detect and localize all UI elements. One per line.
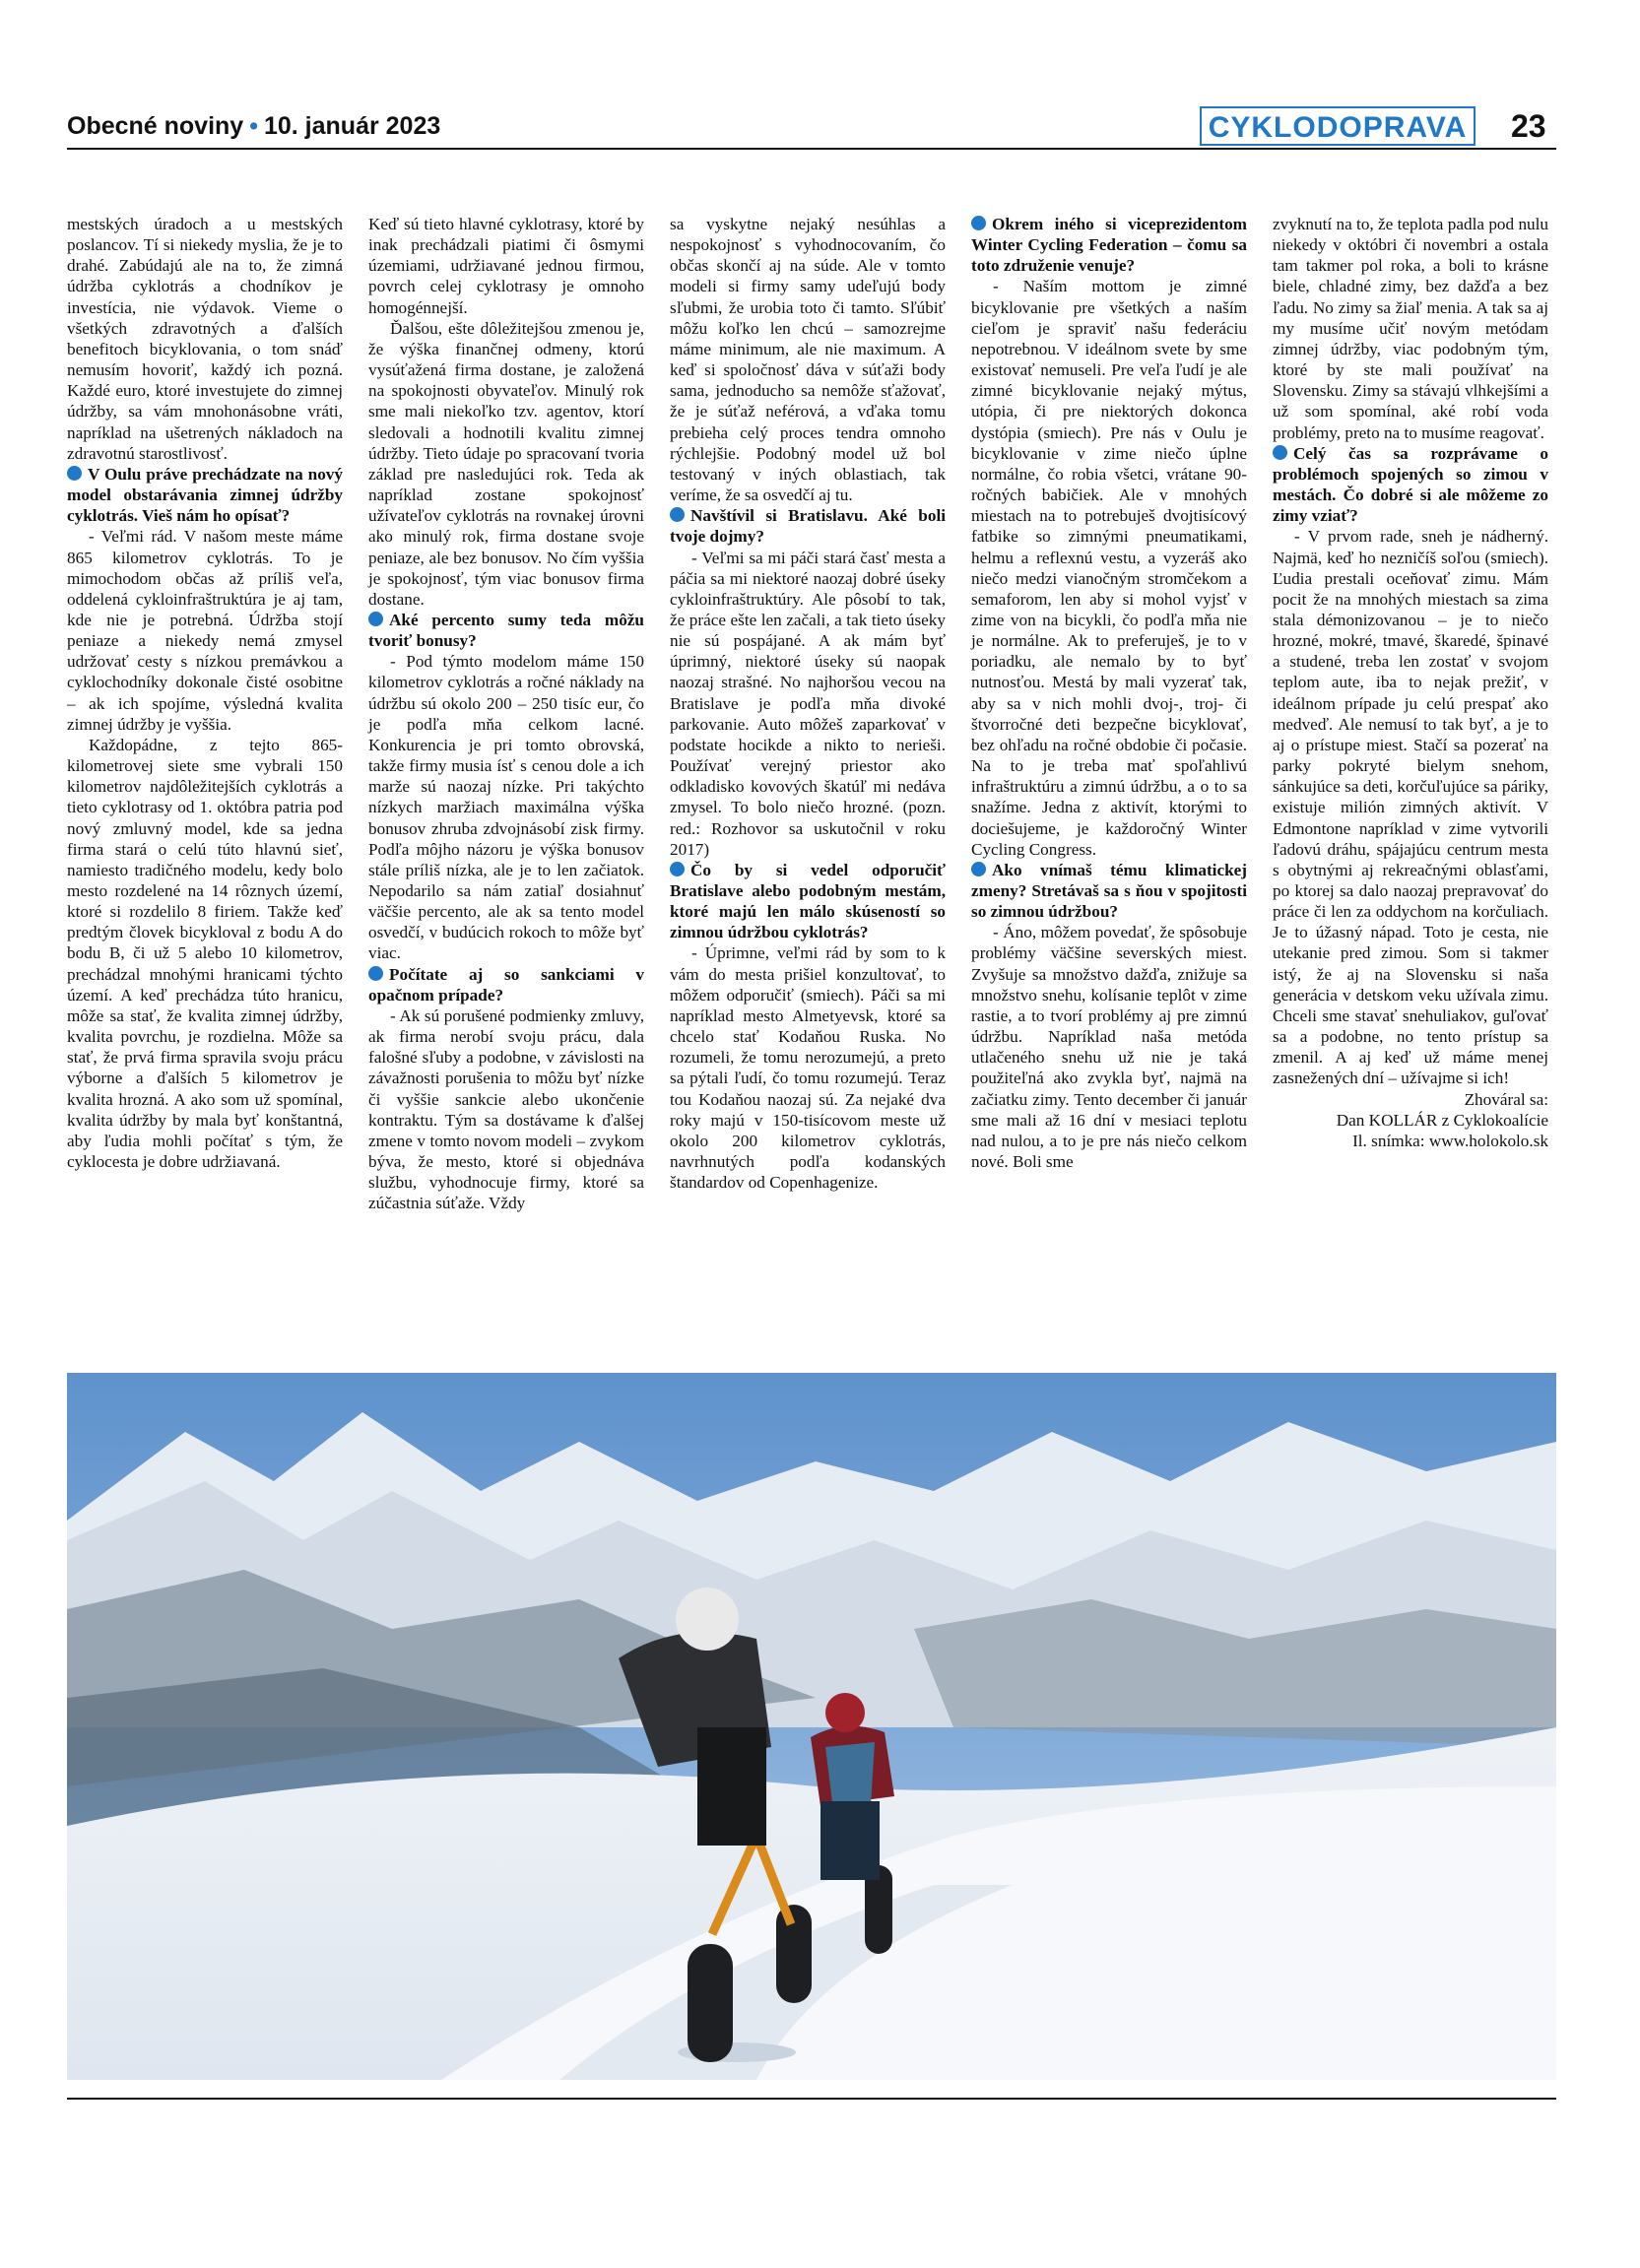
masthead bbox=[67, 112, 440, 141]
bullet-icon bbox=[971, 216, 986, 230]
photo-illustration bbox=[67, 1373, 1556, 2080]
paragraph: mestských úradoch a u mestských poslancov. Tí si niekedy myslia, že je to drahé. Zabúdajú ale na to, že zimná údržba cyklotrás a chodníkov je investícia, nie výdavok. Vieme o všetkých zdravotných a ďalších benefitoch bicyklovania, o tom snáď nemusím hovoriť, každý ich pozná. Každé euro, ktoré investujete do zimnej údržby, sa vám mnohonásobne vráti, napríklad na ušetrených nákladoch na zdravotnú starostlivosť. bbox=[67, 215, 343, 463]
paragraph: - Pod týmto modelom máme 150 kilometrov cyklotrás a ročné náklady na údržbu sú okolo 200 – 250 tisíc eur, čo je podľa mňa celkom lacné. Konkurencia je pri tomto obrovská, takže firmy musia ísť s cenou dole a ich marže sú naozaj nízke. Pri takýchto nízkych maržiach maximálna výška bonusov zhruba zdvojnásobí zisk firmy. Podľa môjho názoru je výška bonusov stále príliš nízka, ale je to len začiatok. Nepodarilo sa nám zatiaľ dosiahnuť väčšie percento, ale ak sa tento model osvedčí, v budúcich rokoch to môže byť viac. bbox=[368, 652, 644, 963]
question: Celý čas sa rozprávame o problémoch spojených so zimou v mestách. Čo dobré si ale môžeme zo zimy vziať? bbox=[1273, 443, 1548, 526]
paragraph: zvyknutí na to, že teplota padla pod nulu niekedy v októbri či novembri a ostala tam takmer pol roka, a boli to krásne biele, chladné zimy, bez dažďa a bez ľadu. No zimy sa žiaľ menia. A tak sa aj my musíme učiť novým metódam zimnej údržby, viac podobným tým, ktoré by ste mali používať na Slovensku. Zimy sa stávajú vlhkejšími a už som spomínal, aké robí voda problémy, preto na to musíme reagovať. bbox=[1273, 215, 1548, 442]
question: Ako vnímaš tému klimatickej zmeny? Stretávaš sa s ňou v spojitosti so zimnou údržbou? bbox=[971, 860, 1247, 922]
question: Navštívil si Bratislavu. Aké boli tvoje dojmy? bbox=[670, 506, 946, 547]
question: Okrem iného si viceprezidentom Winter Cycling Federation – čomu sa toto združenie venuje? bbox=[971, 215, 1247, 276]
column-2 bbox=[368, 214, 644, 1214]
page-header bbox=[67, 106, 1556, 142]
bullet-icon bbox=[670, 507, 685, 522]
question: Čo by si vedel odporučiť Bratislave alebo podobným mestám, ktoré majú len málo skúseností so zimnou údržbou cyklotrás? bbox=[670, 860, 946, 942]
paragraph: sa vyskytne nejaký nesúhlas a nespokojnosť s vyhodnocovaním, čo občas skončí aj na súde. Ale v tomto modeli si firmy samy udeľujú body sľubmi, že urobia toto či tamto. Sľúbiť môžu koľko len chcú – samozrejme máme minimum, ale nie maximum. A keď si spoločnosť dáva v súťaži body sama, jednoducho sa nemôže sťažovať, že je súťaž neférová, a vďaka tomu prebieha celý proces tendra omnoho rýchlejšie. Podobný model už bol testovaný v iných oblastiach, tak veríme, že sa osvedčí aj tu. bbox=[670, 215, 946, 505]
paragraph: - Áno, môžem povedať, že spôsobuje problémy väčšine severských miest. Zvyšuje sa množstvo dažďa, znižuje sa množstvo snehu, kolísanie teplôt v zime rastie, a to tvorí problémy aj pre zimnú údržbu. Napríklad naša metóda utlačeného snehu už nie je taká použiteľná ako zvykla byť, najmä na začiatku zimy. Tento december či január sme mali až 16 dní v mesiaci teplotu nad nulou, a to je pre nás niečo celkom nové. Boli sme bbox=[971, 923, 1247, 1172]
question: Počítate aj so sankciami v opačnom prípade? bbox=[368, 964, 644, 1004]
bullet-icon bbox=[67, 466, 82, 481]
paragraph: - Úprimne, veľmi rád by som to k vám do mesta prišiel konzultovať, to môžem odporučiť (smiech). Páči sa mi napríklad mesto Almetyevsk, ktoré sa chcelo stať Kodaňou Ruska. No rozumeli, že tomu nerozumejú, a preto sa pýtali ľudí, čo tomu rozumejú. Teraz tou Kodaňou naozaj sú. Za nejaké dva roky majú v 150-tisícovom meste už okolo 200 kilometrov cyklotrás, navrhnutých podľa kodanských štandardov od Copenhagenize. bbox=[670, 943, 946, 1193]
paragraph: - Naším mottom je zimné bicyklovanie pre všetkých a naším cieľom je spraviť našu federáciu nepotrebnou. V ideálnom svete by sme existovať nemuseli. Pre veľa ľudí je ale zimné bicyklovanie nejaký mýtus, utópia, či pre niektorých dokonca dystópia (smiech). Pre nás v Oulu je bicyklovanie v zime niečo úplne normálne, čo robia všetci, vrátane 90-ročných babičiek. Ale v mnohých miestach na to potrebuješ dvojtisícový fatbike so zimnými pneumatikami, helmu a reflexnú vestu, a vyzeráš ako niečo medzi vianočným stromčekom a semaforom, len aby si mohol vyjsť v zime von na bicykli, čo podľa mňa nie je normálne. Ak to preferuješ, je to v poriadku, ale nemalo by to byť nutnosťou. Mestá by mali vyzerať tak, aby sa v nich mohli dvoj-, troj- či štvorročné deti bezpečne bicyklovať, bez ohľadu na ročné obdobie či počasie. Na to je treba mať spoľahlivú infraštruktúru a zimnú údržbu, a o to sa snažíme. Jedna z aktivít, ktorými to dociešujeme, je každoročný Winter Cycling Congress. bbox=[971, 277, 1247, 859]
bullet-icon bbox=[368, 612, 383, 626]
question: Aké percento sumy teda môžu tvoriť bonusy? bbox=[368, 610, 644, 651]
bullet-icon bbox=[971, 862, 986, 876]
paragraph: Keď sú tieto hlavné cyklotrasy, ktoré by inak prechádzali piatimi či ôsmymi územiami, udržiavané jednou firmou, povrch celej cyklotrasy je omnoho homogénnejší. bbox=[368, 215, 644, 317]
paragraph: - Ak sú porušené podmienky zmluvy, ak firma nerobí svoju prácu, dala falošné sľuby a podobne, v závislosti na závažnosti porušenia to môžu byť nízke či vyššie sankcie alebo ukončenie kontraktu. Tým sa dostávame k ďalšej zmene v tomto novom modeli – zvykom býva, že mesto, ktoré si objednáva službu, vyhodnocuje firmy, ktoré sa zúčastnia súťaže. Vždy bbox=[368, 1005, 644, 1213]
question: V Oulu práve prechádzate na nový model obstarávania zimnej údržby cyklotrás. Vieš nám ho opísať? bbox=[67, 464, 343, 526]
credit-photo: Il. snímka: www.holokolo.sk bbox=[1352, 1131, 1548, 1150]
bullet-icon bbox=[1273, 445, 1287, 460]
column-4 bbox=[971, 214, 1247, 1172]
credit-interviewer-label: Zhováral sa: bbox=[1464, 1089, 1548, 1109]
bullet-icon bbox=[368, 966, 383, 981]
winter-cycling-photo bbox=[67, 1373, 1556, 2080]
header-rule bbox=[67, 148, 1556, 150]
paragraph: Každopádne, z tejto 865-kilometrovej siete sme vybrali 150 kilometrov najdôležitejších cyklotrás a tieto cyklotrasy od 1. októbra patria pod nový zmluvný model, kde sa jedna firma stará o celú túto hlavnú sieť, namiesto tradičného modelu, kedy bolo mesto rozdelené na 14 rôznych území, ktoré si rozdelilo 8 firiem. Takže keď predtým človek bicykloval z bodu A do bodu B, či už 5 alebo 10 kilometrov, prechádzal mnohými hranicami týchto území. A keď prechádza túto hranicu, môže sa stať, že kvalita zimnej údržby, kvalita povrchu, je rozdielna. Môže sa stať, že prvá firma spravila svoju prácu výborne a ďalších 5 kilometrov je kvalita hrozná. A ako som už spomínal, kvalita údržby by mala byť konštantná, aby ľudia mohli počítať s tým, že cyklocesta je dobre udržiavaná. bbox=[67, 735, 343, 1172]
footer-rule bbox=[67, 2098, 1556, 2100]
page-number: 23 bbox=[1511, 108, 1546, 144]
bullet-icon bbox=[670, 862, 685, 876]
issue-date: 10. január 2023 bbox=[263, 112, 441, 140]
column-5 bbox=[1273, 214, 1548, 1151]
credit-interviewer: Dan KOLLÁR z Cyklokoalície bbox=[1336, 1110, 1548, 1130]
paper-name: Obecné noviny bbox=[67, 112, 244, 140]
separator-dot: • bbox=[249, 112, 258, 140]
paragraph: - Veľmi sa mi páči stará časť mesta a páčia sa mi niektoré naozaj dobré úseky cykloinfraštruktúry. Ale pôsobí to tak, že práce ešte len začali, a tak tieto úseky nie sú pospájané. A ak mám byť úprimný, niektoré úseky sú naopak naozaj strašné. No najhoršou vecou na Bratislave je podľa mňa divoké parkovanie. Auto môžeš zaparkovať v podstate hocikde a nikto to nerieši. Používať verejný priestor ako odkladisko kovových škatúľ mi nedáva zmysel. To bolo niečo hrozné. (pozn. red.: Rozhovor sa uskutočnil v roku 2017) bbox=[670, 548, 946, 859]
column-1 bbox=[67, 214, 343, 1172]
column-3 bbox=[670, 214, 946, 1193]
paragraph: - V prvom rade, sneh je nádherný. Najmä, keď ho nezničíš soľou (smiech). Ľudia prestali oceňovať zimu. Mám pocit že na mnohých miestach sa zima stala démonizovanou – je to niečo hrozné, mokré, tmavé, škaredé, špinavé a studené, treba len zostať v svojom teplom aute, iba to nejak prežiť, v ideálnom prípade ju celú prespať ako medveď. Ale nemusí to tak byť, a je to aj o prístupe miest. Stačí sa pozerať na parky pokryté bielym snehom, sánkujúce sa deti, korčuľujúce sa páriky, existuje milión zimných aktivít. V Edmontone napríklad v zime vytvorili ľadovú dráhu, spájajúcu centrum mesta s obytnými aj rekreačnými oblasťami, po ktorej sa dalo naozaj prepravovať do práce či len za oddychom na korčuliach. Je to úžasný nápad. Toto je cesta, nie utekanie pred zimou. Som si takmer istý, že aj na Slovensku si naša generácia v detskom veku užívala zimu. Chceli sme stavať snehuliakov, guľovať sa a podobne, no tento prístup sa zmenil. A aj keď už máme menej zasnežených dní – užívajme si ich! bbox=[1273, 527, 1548, 1088]
section-label: CYKLODOPRAVA bbox=[1200, 106, 1476, 146]
paragraph: - Veľmi rád. V našom meste máme 865 kilometrov cyklotrás. To je mimochodom občas až príliš veľa, oddelená cykloinfraštruktúra je aj tam, kde nie je potrebná. Údržba stojí peniaze a niekedy nemá zmysel udržovať cesty s nízkou premávkou a cyklochodníky dokonale čisté osobitne – ak ich spojíme, výsledná kvalita zimnej údržby je vyššia. bbox=[67, 527, 343, 734]
paragraph: Ďalšou, ešte dôležitejšou zmenou je, že výška finančnej odmeny, ktorú vysúťažená firma dostane, je založená na spokojnosti obyvateľov. Minulý rok sme mali niekoľko tzv. agentov, ktorí sledovali a hodnotili kvalitu zimnej údržby. Tieto údaje po spracovaní tvoria základ pre nasledujúci rok. Teda ak napríklad zostane spokojnosť užívateľov cyklotrás na rovnakej úrovni ako minulý rok, firma dostane svoje peniaze, ale bez bonusov. No čím vyššia je spokojnosť, tým viac bonusov firma dostane. bbox=[368, 318, 644, 609]
